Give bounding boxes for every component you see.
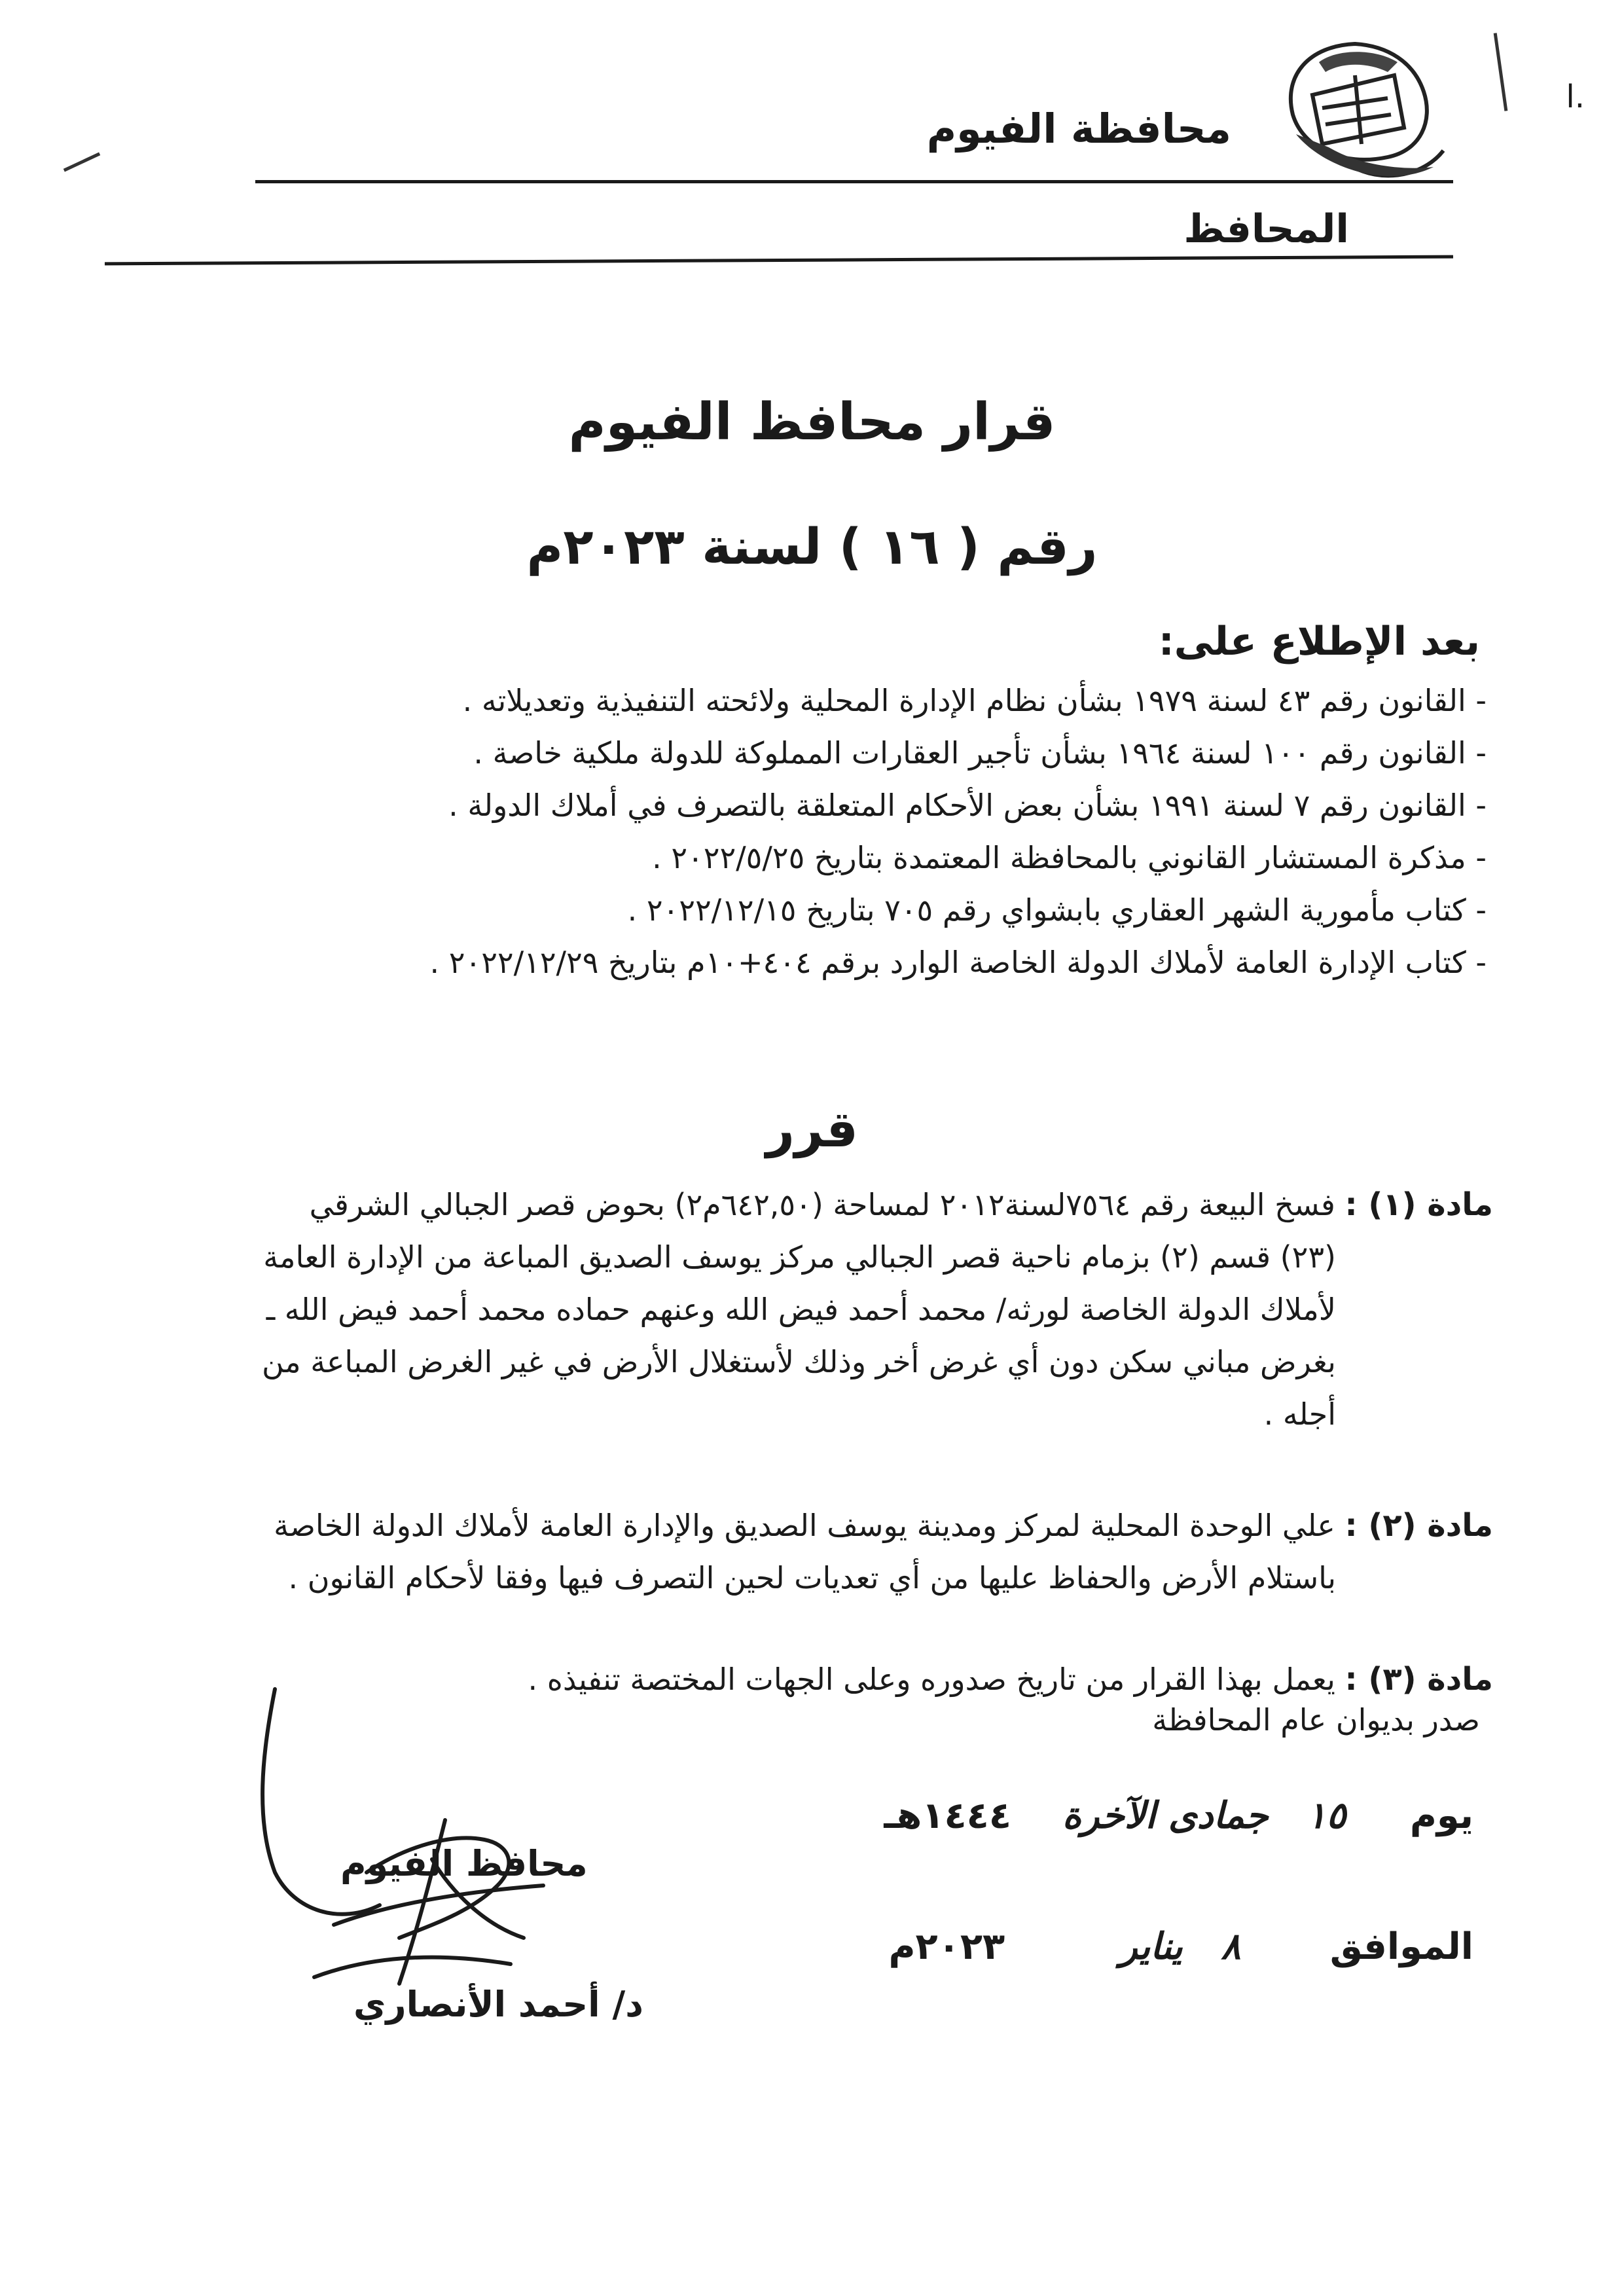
preamble-item: - القانون رقم ٤٣ لسنة ١٩٧٩ بشأن نظام الإدارة المحلية ولائحته التنفيذية وتعديلاته . — [462, 683, 1487, 718]
preamble-item: - مذكرة المستشار القانوني بالمحافظة المعتمدة بتاريخ ٢٠٢٢/٥/٢٥ . — [652, 840, 1487, 875]
article-text: لأملاك الدولة الخاصة لورثه/ محمد أحمد فيض الله وعنهم حماده محمد أحمد فيض الله ـ — [266, 1292, 1336, 1327]
article-2 — [184, 1499, 1493, 1604]
decision-heading: قرر — [766, 1100, 858, 1158]
gregorian-day: ٨ — [1221, 1925, 1241, 1968]
article-text: (٢٣) قسم (٢) بزمام ناحية قصر الجبالي مركز يوسف الصديق المباعة من الإدارة العامة — [263, 1239, 1336, 1275]
margin-stroke — [63, 153, 100, 172]
governorate-name: محافظة الفيوم — [926, 105, 1231, 153]
hijri-year: ١٤٤٤هـ — [884, 1795, 1012, 1837]
hijri-date — [884, 1794, 1473, 1837]
article-label: مادة (٢) : — [1344, 1507, 1493, 1544]
decree-number: رقم ( ١٦ ) لسنة ٢٠٢٣م — [526, 517, 1098, 575]
governor-role: المحافظ — [1183, 206, 1349, 252]
article-1 — [184, 1178, 1493, 1440]
governorate-emblem — [1257, 36, 1453, 193]
signatory-name: د/ أحمد الأنصاري — [353, 1984, 643, 2025]
issued-note: صدر بديوان عام المحافظة — [1152, 1702, 1480, 1738]
article-label: مادة (١) : — [1344, 1186, 1493, 1223]
handwritten-signature — [236, 1676, 602, 2016]
gregorian-label: الموافق — [1329, 1925, 1473, 1968]
preamble-item: - القانون رقم ٧ لسنة ١٩٩١ بشأن بعض الأحكام المتعلقة بالتصرف في أملاك الدولة . — [448, 788, 1487, 823]
article-label: مادة (٣) : — [1344, 1661, 1493, 1698]
header-rule — [255, 180, 1453, 183]
preamble-heading: بعد الإطلاع على: — [1158, 619, 1480, 665]
article-text: علي الوحدة المحلية لمركز ومدينة يوسف الصديق والإدارة العامة لأملاك الدولة الخاصة — [274, 1508, 1335, 1543]
preamble-item: - كتاب الإدارة العامة لأملاك الدولة الخاصة الوارد برقم ٤٠٤+١٠م بتاريخ ٢٠٢٢/١٢/٢٩ . — [429, 945, 1487, 980]
preamble-list — [177, 674, 1487, 989]
article-text: يعمل بهذا القرار من تاريخ صدوره وعلى الجهات المختصة تنفيذه . — [528, 1662, 1335, 1697]
decree-title: قرار محافظ الفيوم — [568, 393, 1056, 452]
article-text: باستلام الأرض والحفاظ عليها من أي تعديات لحين التصرف فيها وفقا لأحكام القانون . — [288, 1560, 1336, 1595]
article-text: أجله . — [1263, 1396, 1336, 1432]
article-text: بغرض مباني سكن دون أي غرض أخر وذلك لأستغلال الأرض في غير الغرض المباعة من — [262, 1344, 1336, 1379]
gregorian-date — [888, 1925, 1473, 1968]
margin-mark: ا. — [1566, 79, 1585, 115]
hijri-day: ١٥ — [1307, 1794, 1346, 1837]
hijri-month: جمادى الآخرة — [1062, 1794, 1269, 1837]
gregorian-month: يناير — [1119, 1925, 1183, 1968]
preamble-item: - كتاب مأمورية الشهر العقاري بابشواي رقم ٧٠٥ بتاريخ ٢٠٢٢/١٢/١٥ . — [627, 892, 1487, 928]
header-rule-bottom — [105, 255, 1453, 266]
signatory-title: محافظ الفيوم — [340, 1843, 588, 1884]
margin-stroke — [1494, 33, 1508, 111]
hijri-label: يوم — [1409, 1795, 1473, 1837]
gregorian-year: ٢٠٢٣م — [888, 1925, 1005, 1968]
article-text: فسخ البيعة رقم ٧٥٦٤لسنة٢٠١٢ لمساحة (٦٤٢,٥٠م٢) بحوض قصر الجبالي الشرقي — [309, 1187, 1335, 1222]
preamble-item: - القانون رقم ١٠٠ لسنة ١٩٦٤ بشأن تأجير العقارات المملوكة للدولة ملكية خاصة . — [473, 735, 1487, 771]
